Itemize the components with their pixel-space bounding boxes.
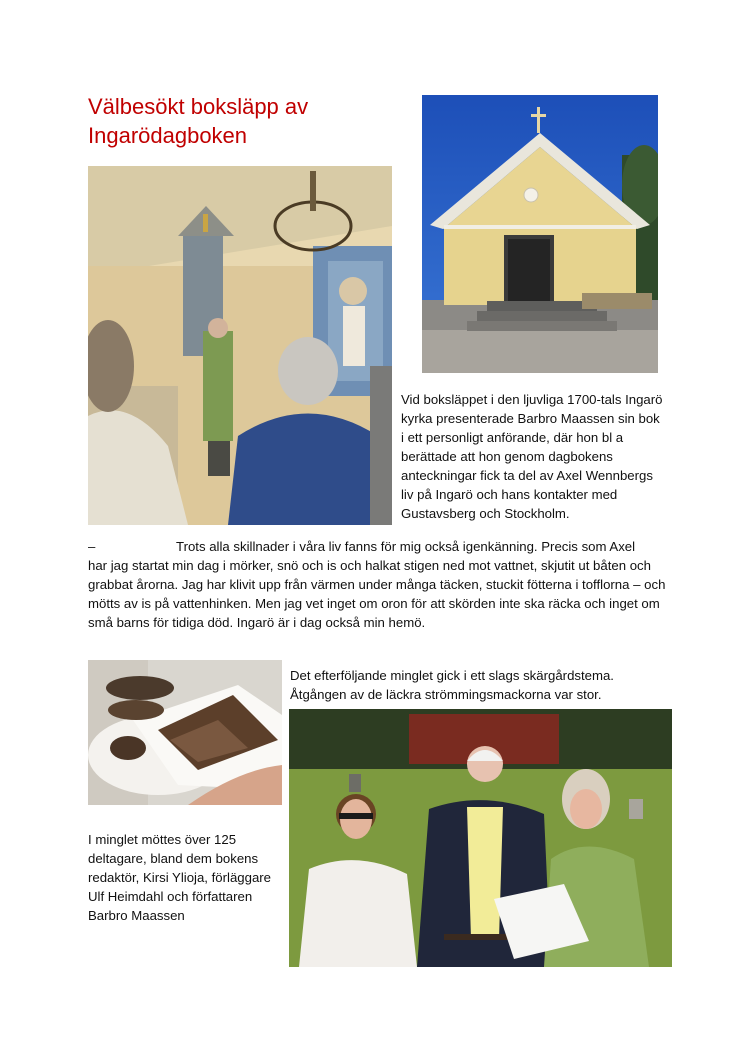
church-exterior-photo bbox=[422, 95, 658, 373]
quote-dash: – bbox=[88, 539, 96, 554]
mingle-people-photo bbox=[289, 709, 672, 967]
title-line-1: Välbesökt boksläpp av bbox=[88, 94, 309, 119]
quote-first-text: Trots alla skillnader i våra liv fanns för mig också igenkänning. Precis som Axel bbox=[176, 539, 636, 554]
quote-paragraph bbox=[88, 537, 668, 632]
mingle-text: Det efterföljande minglet gick i ett slags skärgårdstema. Åtgången av de läckra strömmingsmackorna var stor. bbox=[290, 668, 614, 702]
title-line-2: Ingarödagboken bbox=[88, 123, 248, 148]
attendees-text: I minglet möttes över 125 deltagare, bland dem bokens redaktör, Kirsi Ylioja, förläggare Ulf Heimdahl och författaren Barbro Maassen bbox=[88, 832, 272, 923]
quote-first-line bbox=[88, 537, 668, 556]
article-title bbox=[88, 92, 388, 150]
church-caption: Vid boksläppet i den ljuvliga 1700-tals Ingarö kyrka presenterade Barbro Maassen sin bok i ett personligt anförande, där hon bl a berättade att hon genom dagbokens anteckningar fick ta del av Axel Wennbergs liv på Ingarö och hans kontakter med Gustavsberg och Stockholm. bbox=[401, 392, 663, 521]
quote-rest-text: har jag startat min dag i mörker, snö och is och halkat stigen ned mot vattnet, skjutit ut båten och grabbat årorna. Jag har klivit upp från värmen under många täcken, stuckit fötterna i tofflorna – och mötts av is på vattenhinken. Men jag vet inget om oron för att skörden inte ska räcka och inget om små barns för tidiga död. Ingarö är i dag också min hemö. bbox=[88, 558, 666, 630]
food-photo bbox=[88, 660, 282, 805]
church-interior-photo bbox=[88, 166, 392, 525]
